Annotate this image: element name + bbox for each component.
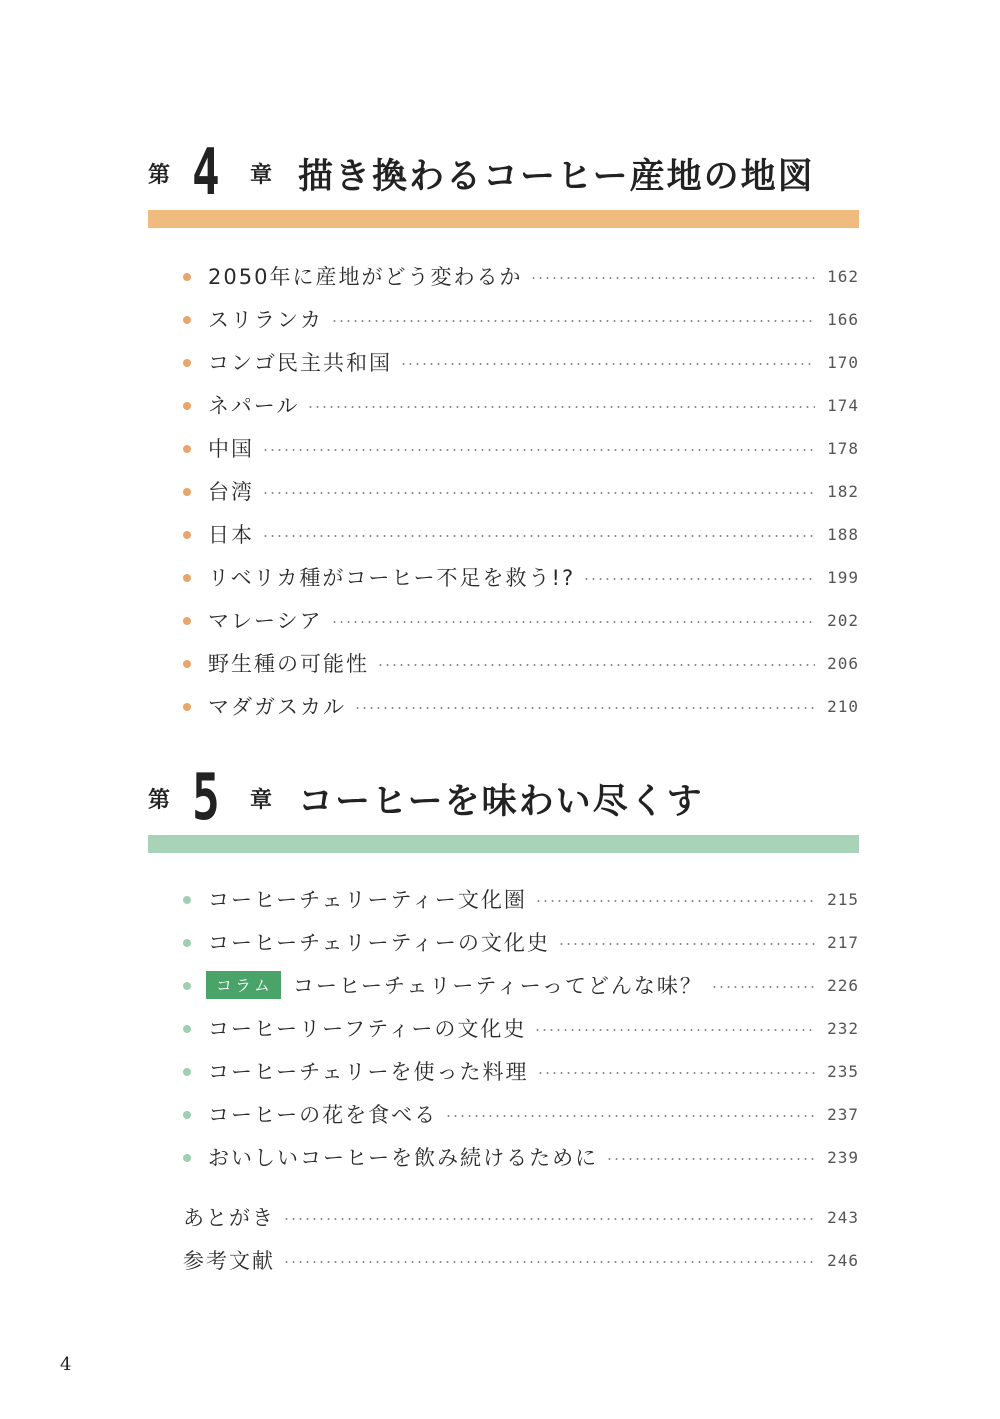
toc-entry[interactable] [0, 921, 1000, 964]
toc-entry-title: おいしいコーヒーを飲み続けるために [208, 1146, 599, 1170]
toc-entry[interactable] [0, 513, 1000, 556]
toc-entry-page: 215 [827, 889, 859, 909]
toc-entry-title: 日本 [208, 523, 254, 547]
toc-entry-afterword[interactable] [0, 1196, 1000, 1239]
bullet-icon [183, 316, 191, 324]
toc-entry-title: マダガスカル [208, 695, 346, 719]
leader-dots [534, 1029, 815, 1031]
bullet-icon [183, 896, 191, 904]
page-number: 4 [60, 1354, 72, 1375]
chapter-4-heading [0, 136, 1000, 210]
toc-entry-title: コーヒーの花を食べる [208, 1103, 438, 1127]
toc-entry-title: マレーシア [208, 609, 323, 633]
leader-dots [606, 1158, 815, 1160]
leader-dots [445, 1115, 815, 1117]
leader-dots [354, 707, 815, 709]
column-badge: コラム [206, 971, 281, 999]
toc-entry[interactable] [0, 384, 1000, 427]
toc-entry-title: コーヒーチェリーを使った料理 [208, 1060, 529, 1084]
chapter-5-dai: 第 [148, 788, 171, 813]
toc-entry-page: 217 [827, 932, 859, 952]
toc-entry-title: コーヒーリーフティーの文化史 [208, 1017, 527, 1041]
bullet-icon [183, 488, 191, 496]
toc-entry-references[interactable] [0, 1239, 1000, 1282]
chapter-4-dai: 第 [148, 163, 171, 188]
chapter-5-divider-bar [148, 835, 859, 853]
toc-entry-column[interactable] [0, 964, 1000, 1007]
bullet-icon [183, 359, 191, 367]
leader-dots [283, 1261, 815, 1263]
chapter-5-sho: 章 [250, 788, 273, 813]
toc-entry-page: 237 [827, 1104, 859, 1124]
leader-dots [331, 320, 815, 322]
toc-entry-page: 166 [827, 309, 859, 329]
chapter-4-number: 4 [192, 136, 220, 210]
toc-entry-page: 210 [827, 696, 859, 716]
leader-dots [400, 363, 815, 365]
toc-entry-title: コーヒーチェリーティーの文化史 [208, 931, 550, 955]
bullet-icon [183, 939, 191, 947]
bullet-icon [183, 273, 191, 281]
leader-dots [307, 406, 815, 408]
toc-entry-title: コーヒーチェリーティー文化圏 [208, 888, 527, 912]
bullet-icon [183, 531, 191, 539]
toc-entry-page: 174 [827, 395, 859, 415]
toc-entry-page: 235 [827, 1061, 859, 1081]
leader-dots [711, 986, 815, 988]
toc-entry[interactable] [0, 642, 1000, 685]
toc-entry[interactable] [0, 685, 1000, 728]
toc-entry-title: 台湾 [208, 480, 254, 504]
toc-entry-title: あとがき [183, 1206, 275, 1230]
toc-entry-title: 2050年に産地がどう変わるか [208, 265, 523, 289]
bullet-icon [183, 1025, 191, 1033]
toc-entry[interactable] [0, 470, 1000, 513]
chapter-5-toc-list [0, 878, 1000, 1179]
bullet-icon [183, 445, 191, 453]
toc-entry[interactable] [0, 599, 1000, 642]
toc-entry-page: 206 [827, 653, 859, 673]
chapter-4-sho: 章 [250, 163, 273, 188]
bullet-icon [183, 982, 191, 990]
leader-dots [377, 664, 815, 666]
toc-entry-page: 170 [827, 352, 859, 372]
toc-entry-page: 202 [827, 610, 859, 630]
chapter-5 [0, 761, 1000, 1170]
bullet-icon [183, 1068, 191, 1076]
bullet-icon [183, 1154, 191, 1162]
toc-entry-title: コンゴ民主共和国 [208, 351, 392, 375]
toc-entry-page: 178 [827, 438, 859, 458]
bullet-icon [183, 617, 191, 625]
leader-dots [262, 492, 815, 494]
toc-entry-page: 243 [827, 1207, 859, 1227]
back-matter-list [0, 1196, 1000, 1282]
toc-entry[interactable] [0, 427, 1000, 470]
toc-entry-page: 239 [827, 1147, 859, 1167]
leader-dots [583, 578, 815, 580]
bullet-icon [183, 402, 191, 410]
chapter-4 [0, 136, 1000, 719]
toc-entry-page: 232 [827, 1018, 859, 1038]
toc-entry[interactable] [0, 1093, 1000, 1136]
bullet-icon [183, 703, 191, 711]
toc-entry[interactable] [0, 556, 1000, 599]
leader-dots [331, 621, 815, 623]
toc-entry[interactable] [0, 1050, 1000, 1093]
toc-entry-title: リベリカ種がコーヒー不足を救う!? [208, 566, 576, 590]
toc-entry-page: 199 [827, 567, 859, 587]
toc-entry-page: 188 [827, 524, 859, 544]
chapter-5-title: コーヒーを味わい尽くす [298, 782, 704, 822]
toc-entry-title: 中国 [208, 437, 254, 461]
toc-entry[interactable] [0, 1136, 1000, 1179]
chapter-4-title: 描き換わるコーヒー産地の地図 [298, 157, 815, 197]
bullet-icon [183, 574, 191, 582]
toc-entry-page: 162 [827, 266, 859, 286]
chapter-4-divider-bar [148, 210, 859, 228]
toc-entry[interactable] [0, 1007, 1000, 1050]
chapter-4-toc-list [0, 255, 1000, 728]
leader-dots [530, 277, 815, 279]
chapter-5-number: 5 [192, 761, 220, 835]
toc-entry-page: 246 [827, 1250, 859, 1270]
leader-dots [537, 1072, 815, 1074]
leader-dots [262, 449, 815, 451]
toc-entry-title: 野生種の可能性 [208, 652, 369, 676]
chapter-5-heading [0, 761, 1000, 835]
toc-entry-title: コーヒーチェリーティーってどんな味？ [292, 974, 703, 998]
toc-entry[interactable] [0, 341, 1000, 384]
toc-entry[interactable] [0, 298, 1000, 341]
toc-entry-title: スリランカ [208, 308, 323, 332]
toc-entry-title: ネパール [208, 394, 300, 418]
bullet-icon [183, 1111, 191, 1119]
leader-dots [558, 943, 815, 945]
leader-dots [535, 900, 815, 902]
toc-entry-page: 226 [827, 975, 859, 995]
leader-dots [283, 1218, 815, 1220]
toc-entry-page: 182 [827, 481, 859, 501]
bullet-icon [183, 660, 191, 668]
toc-entry[interactable] [0, 878, 1000, 921]
toc-entry[interactable] [0, 255, 1000, 298]
toc-entry-title: 参考文献 [183, 1249, 275, 1273]
leader-dots [262, 535, 815, 537]
